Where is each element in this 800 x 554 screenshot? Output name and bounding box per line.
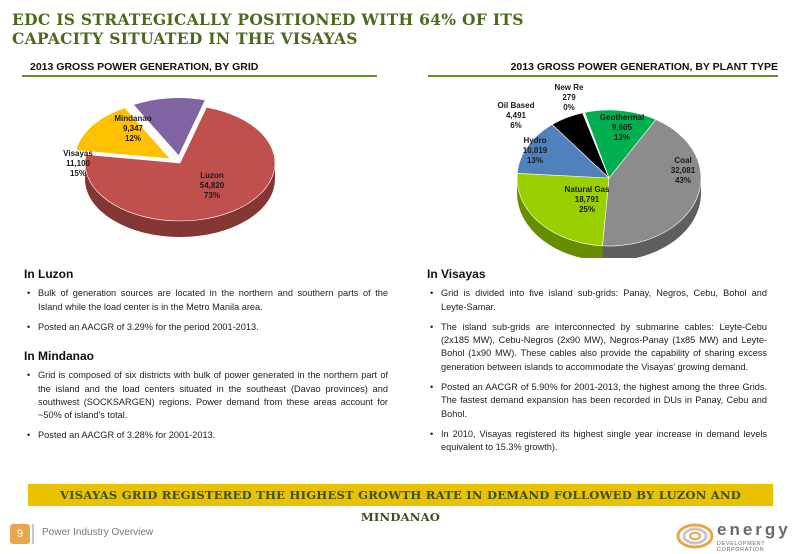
visayas-bullets bbox=[427, 287, 767, 454]
grid-chart-title: 2013 GROSS POWER GENERATION, BY GRID bbox=[22, 60, 377, 77]
mindanao-section bbox=[24, 350, 388, 450]
footer bbox=[0, 518, 800, 554]
data-label-mindanao: Mindanao 9,347 12% bbox=[114, 114, 152, 143]
luzon-section bbox=[24, 268, 388, 341]
list-item: • The island sub-grids are interconnected by submarine cables: Leyte-Cebu (2x185 MW), Cebu-Negros (2x90 MW), Negros-Panay (1x85 MW) and Leyte-Bohol (1x90 MW). These cables also provide the capability of sharing excess generation between islands to accommodate the Visayas' growing demand. bbox=[441, 321, 767, 374]
data-label-geothermal: Geothermal 9,605 13% bbox=[599, 113, 645, 142]
data-label-hydro: Hydro 10,019 13% bbox=[522, 136, 548, 165]
data-label-coal: Coal 32,081 43% bbox=[670, 156, 696, 185]
plant-type-pie-chart bbox=[478, 78, 740, 258]
plant-type-chart-title: 2013 GROSS POWER GENERATION, BY PLANT TYPE bbox=[428, 60, 778, 77]
list-item: • Posted an AACGR of 5.90% for 2001-2013, the highest among the three Grids. The fastest demand expansion has been recorded in DUs in Panay, Cebu and Bohol. bbox=[441, 381, 767, 421]
data-label-visayas: Visayas 11,100 15% bbox=[63, 149, 93, 178]
mindanao-heading: In Mindanao bbox=[24, 349, 94, 363]
logo-swirl-icon bbox=[675, 520, 715, 552]
data-label-oil-based: Oil Based 4,491 6% bbox=[497, 101, 535, 130]
footer-divider bbox=[32, 524, 34, 544]
mindanao-bullets bbox=[24, 369, 388, 442]
list-item: • Grid is divided into five island sub-grids: Panay, Negros, Cebu, Bohol and Leyte-Samar. bbox=[441, 287, 767, 314]
data-label-luzon: Luzon 54,820 73% bbox=[199, 171, 225, 200]
list-item: • In 2010, Visayas registered its highest single year increase in demand levels equivalent to 15.3% growth). bbox=[441, 428, 767, 455]
list-item: • Bulk of generation sources are located in the northern and southern parts of the Island while the load center is in the Metro Manila area. bbox=[38, 287, 388, 314]
list-item: • Grid is composed of six districts with bulk of power generated in the northern part of the island and the load centers situated in the southeast (Davao provinces) and southwest (SOCKSARGEN) regions. Power demand from these areas account for ~50% of island's total. bbox=[38, 369, 388, 422]
logo-wordmark: energy bbox=[717, 520, 791, 539]
logo-subtitle: DEVELOPMENT CORPORATION bbox=[717, 541, 766, 553]
list-item: • Posted an AACGR of 3.29% for the period 2001-2013. bbox=[38, 321, 388, 334]
data-label-new-re: New Re 279 0% bbox=[554, 83, 584, 112]
key-takeaway-banner: VISAYAS GRID REGISTERED THE HIGHEST GROWTH RATE IN DEMAND FOLLOWED BY LUZON AND MINDANAO bbox=[28, 484, 773, 506]
page-title: EDC IS STRATEGICALLY POSITIONED WITH 64% OF ITS CAPACITY SITUATED IN THE VISAYAS bbox=[12, 10, 524, 48]
visayas-section bbox=[427, 268, 767, 462]
visayas-heading: In Visayas bbox=[427, 267, 486, 281]
page-number: 9 bbox=[10, 524, 30, 544]
grid-pie-chart bbox=[40, 78, 300, 253]
company-logo bbox=[675, 520, 795, 552]
footer-section-label: Power Industry Overview bbox=[42, 527, 154, 538]
list-item: • Posted an AACGR of 3.28% for 2001-2013. bbox=[38, 429, 388, 442]
luzon-bullets bbox=[24, 287, 388, 334]
data-label-natural-gas: Natural Gas 18,791 25% bbox=[564, 185, 610, 214]
luzon-heading: In Luzon bbox=[24, 267, 74, 281]
